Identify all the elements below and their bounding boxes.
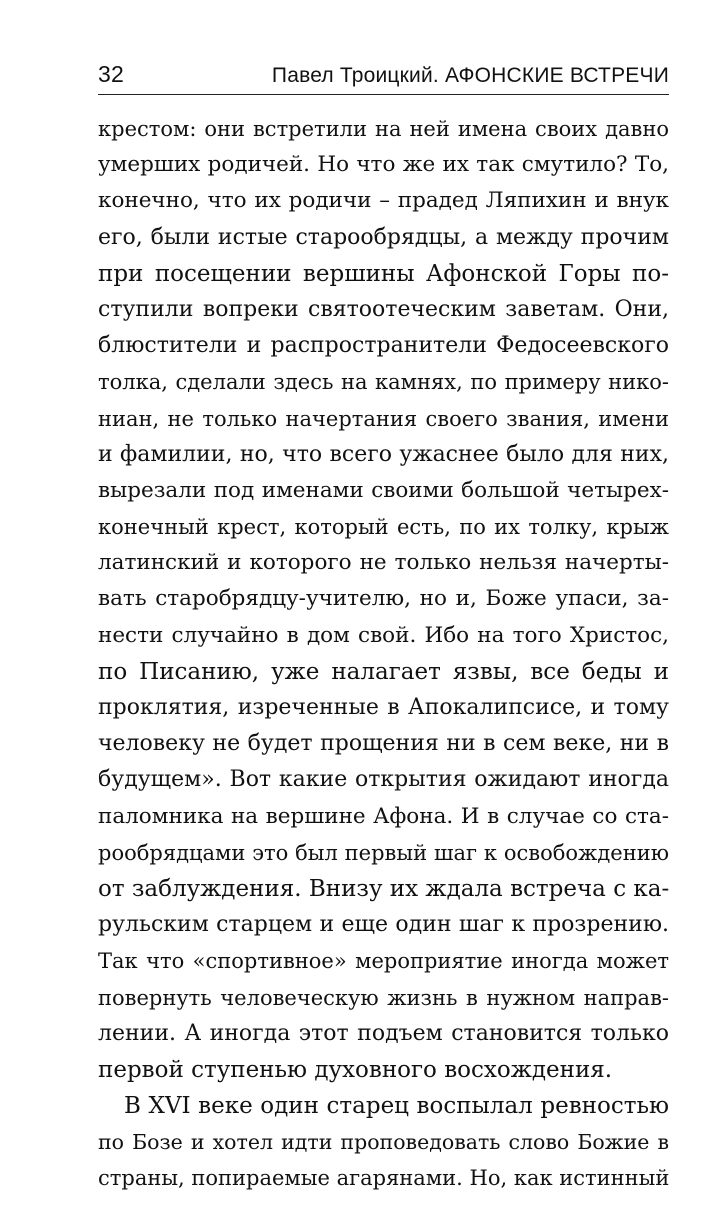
text-line: по Писанию, уже налагает язвы, все беды и bbox=[98, 658, 669, 685]
paragraph bbox=[98, 1088, 669, 1197]
text-line: Так что «спортивное» мероприятие иногда может bbox=[98, 949, 669, 974]
text-line: конечно, что их родичи – прадед Ляпихин и внук bbox=[98, 188, 669, 214]
text-line: нести случайно в дом свой. Ибо на того Христос, bbox=[98, 622, 669, 648]
text-line: рульским старцем и еще один шаг к прозрению. bbox=[98, 912, 669, 938]
body-text bbox=[98, 111, 669, 1197]
text-line: вать старобрядцу-учителю, но и, Боже упаси, за- bbox=[98, 586, 669, 612]
text-line: ниан, не только начертания своего звания, имени bbox=[98, 406, 669, 431]
text-line: латинский и которого не только нельзя начерты- bbox=[98, 550, 669, 576]
text-line: по Бозе и хотел идти проповедовать слово Божие в bbox=[98, 1130, 669, 1155]
running-title: Павел Троицкий. АФОНСКИЕ ВСТРЕЧИ bbox=[271, 64, 669, 87]
text-line: первой ступенью духовного восхождения. bbox=[98, 1056, 613, 1083]
text-line: его, были истые старообрядцы, а между прочим bbox=[98, 224, 669, 250]
text-line: человеку не будет прощения ни в сем веке, ни в bbox=[98, 731, 669, 757]
text-line: лении. А иногда этот подъем становится только bbox=[98, 1020, 669, 1046]
paragraph bbox=[98, 111, 669, 1088]
text-line: ступили вопреки святоотеческим заветам. Они, bbox=[98, 296, 669, 322]
text-line: при посещении вершины Афонской Горы по- bbox=[98, 260, 669, 287]
text-line: повернуть человеческую жизнь в нужном направ- bbox=[98, 985, 669, 1010]
text-line: блюстители и распространители Федосеевского bbox=[98, 333, 669, 359]
text-line: проклятия, изреченные в Апокалипсисе, и тому bbox=[98, 695, 669, 720]
text-line: страны, попираемые агарянами. Но, как истинный bbox=[98, 1166, 669, 1191]
text-line: толка, сделали здесь на камнях, по примеру нико- bbox=[98, 370, 669, 395]
text-line: крестом: они встретили на ней имена своих давно bbox=[98, 117, 669, 141]
text-line: будущем». Вот какие открытия ожидают иногда bbox=[98, 767, 669, 793]
text-line: вырезали под именами своими большой четырех- bbox=[98, 477, 669, 503]
text-line: и фамилии, но, что всего ужаснее было для них, bbox=[98, 441, 669, 467]
text-line: от заблуждения. Внизу их ждала встреча с ка- bbox=[98, 875, 669, 902]
text-line: конечный крест, который есть, по их толку, крыж bbox=[98, 515, 669, 540]
running-header bbox=[98, 58, 669, 88]
header-rule bbox=[98, 94, 669, 95]
text-line: В XVI веке один старец воспылал ревностью bbox=[124, 1093, 669, 1120]
text-line: рообрядцами это был первый шаг к освобождению bbox=[98, 840, 669, 865]
text-line: умерших родичей. Но что же их так смутило? То, bbox=[98, 152, 669, 178]
text-line: паломника на вершине Афона. И в случае со ста- bbox=[98, 803, 669, 829]
page-number: 32 bbox=[98, 61, 124, 87]
